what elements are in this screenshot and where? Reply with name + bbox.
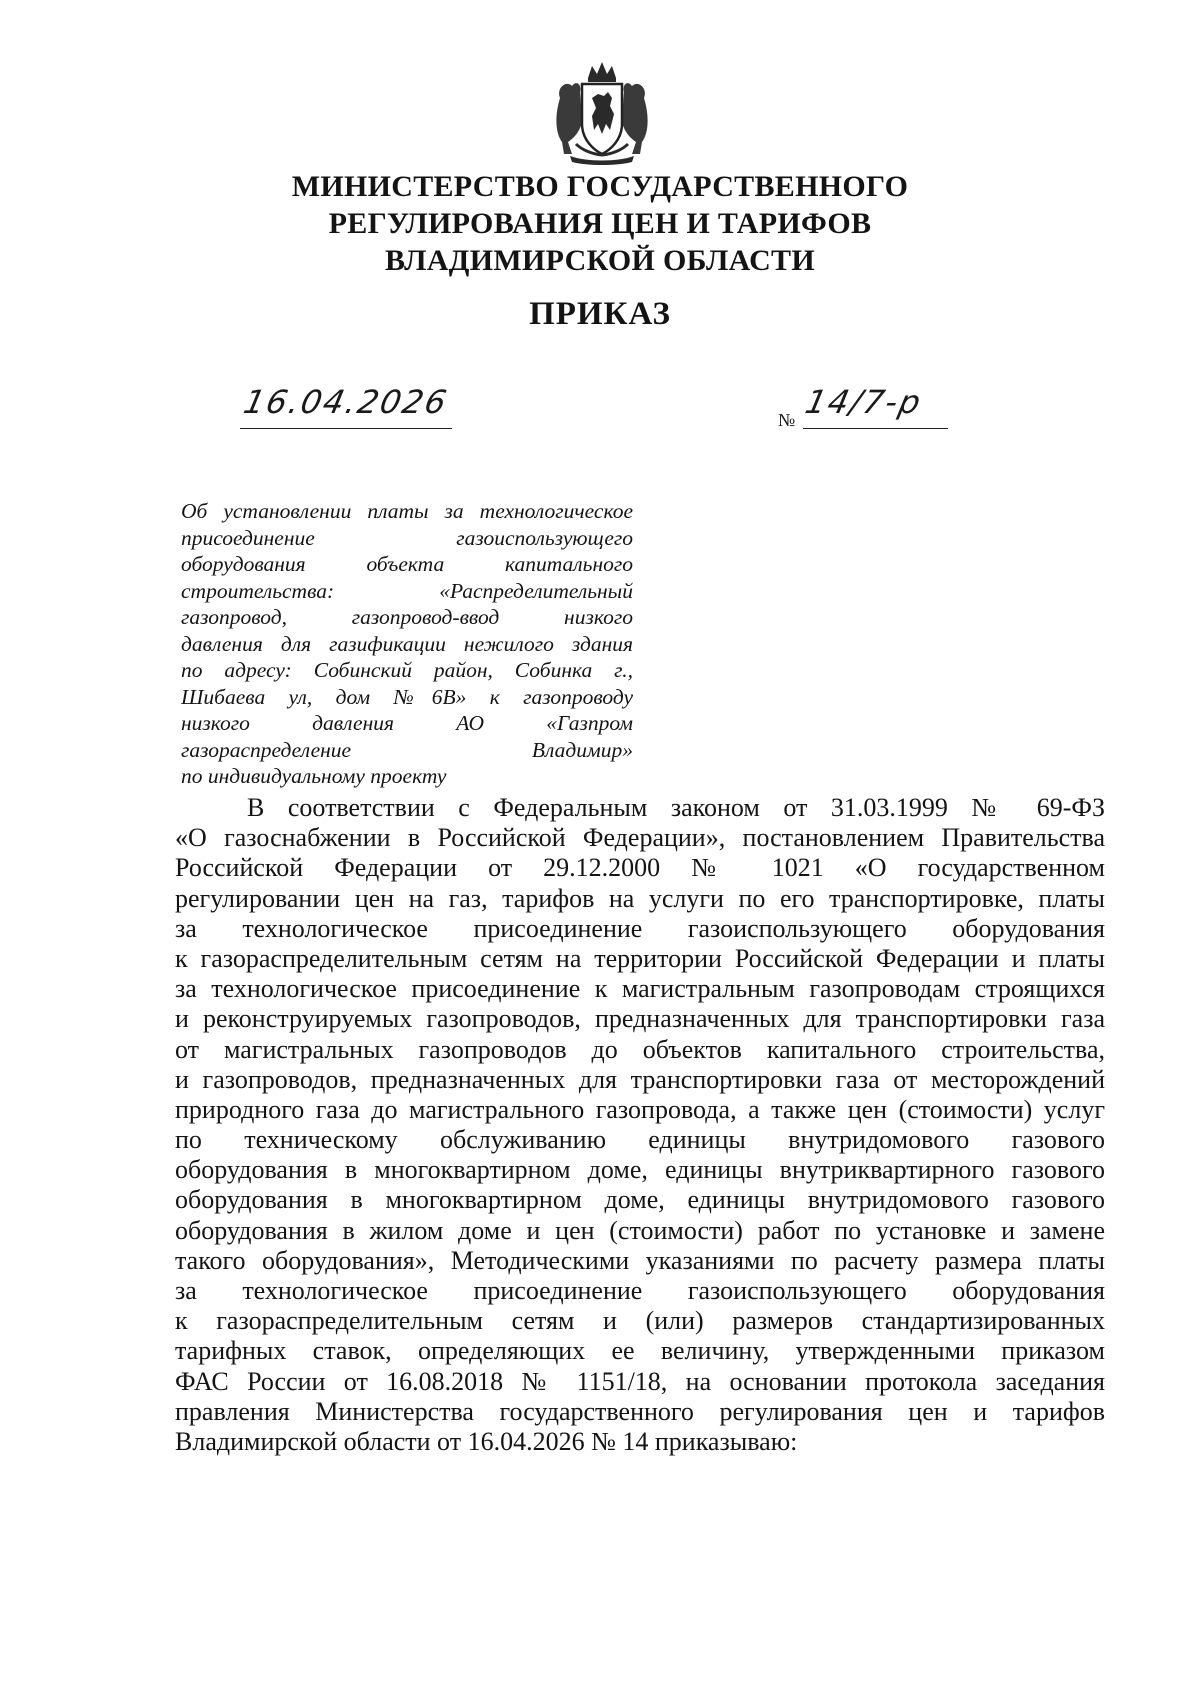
body-line: правления Министерства государственного регулирования цен и тарифов [175, 1396, 1105, 1426]
date-underline [240, 428, 452, 429]
ministry-name-line: РЕГУЛИРОВАНИЯ ЦЕН И ТАРИФОВ [328, 207, 872, 240]
body-line: за технологическое присоединение к магистральным газопроводам строящихся [175, 974, 1105, 1004]
body-line: и газопроводов, предназначенных для транспортировки газа от месторождений [175, 1064, 1105, 1094]
number-underline [803, 428, 948, 429]
body-line: ФАС России от 16.08.2018 № 1151/18, на основании протокола заседания [175, 1366, 1105, 1396]
body-line: регулировании цен на газ, тарифов на услуги по его транспортировке, платы [175, 883, 1105, 913]
body-line: оборудования в многоквартирном доме, единицы внутриквартирного газового [175, 1155, 1105, 1185]
ministry-name-line: ВЛАДИМИРСКОЙ ОБЛАСТИ [385, 244, 815, 277]
subject-line: низкого давления АО «Газпром [181, 711, 633, 735]
subject-line: газопровод, газопровод-ввод низкого [181, 605, 633, 629]
subject-line: Об установлении платы за технологическое [181, 499, 633, 523]
coat-of-arms-emblem [552, 58, 652, 166]
subject-line: по индивидуальному проекту [181, 764, 447, 788]
handwritten-order-number: 14/7-р [801, 383, 926, 421]
body-line: за технологическое присоединение газоиспользующего оборудования [175, 913, 1105, 943]
order-body-paragraph [175, 793, 1105, 1457]
body-line: Российской Федерации от 29.12.2000 № 1021 «О государственном [175, 853, 1105, 883]
ministry-name [250, 168, 950, 279]
subject-line: давления для газификации нежилого здания [181, 631, 633, 656]
body-line: по техническому обслуживанию единицы внутридомового газового [175, 1125, 1105, 1155]
order-subject [181, 498, 633, 790]
body-line: к газораспределительным сетям и (или) размеров стандартизированных [175, 1306, 1105, 1336]
body-line: от магистральных газопроводов до объектов капитального строительства, [175, 1034, 1105, 1064]
body-line: природного газа до магистрального газопровода, а также цен (стоимости) услуг [175, 1094, 1105, 1124]
body-line: «О газоснабжении в Российской Федерации», постановлением Правительства [175, 823, 1105, 853]
body-line: В соответствии с Федеральным законом от 31.03.1999 № 69-ФЗ [247, 793, 1105, 822]
subject-line: газораспределение Владимир» [181, 737, 633, 762]
ministry-name-line: МИНИСТЕРСТВО ГОСУДАРСТВЕННОГО [291, 170, 909, 203]
subject-line: строительства: «Распределительный [181, 578, 633, 603]
number-label: № [778, 410, 796, 430]
body-line: оборудования в многоквартирном доме, единицы внутридомового газового [175, 1185, 1105, 1215]
body-line: Владимирской области от 16.04.2026 № 14 приказываю: [175, 1426, 798, 1456]
subject-line: Шибаева ул, дом №6В» к газопроводу [181, 684, 633, 709]
body-line: за технологическое присоединение газоиспользующего оборудования [175, 1276, 1105, 1305]
subject-line: по адресу: Собинский район, Собинка г., [181, 658, 633, 682]
document-type-title: ПРИКАЗ [529, 296, 671, 332]
subject-line: присоединение газоиспользующего [181, 525, 633, 550]
body-line: тарифных ставок, определяющих ее величину, утвержденными приказом [175, 1336, 1105, 1366]
body-line: к газораспределительным сетям на территории Российской Федерации и платы [175, 943, 1105, 973]
body-line: такого оборудования», Методическими указаниями по расчету размера платы [175, 1245, 1105, 1275]
subject-line: оборудования объекта капитального [181, 552, 633, 576]
body-line: и реконструируемых газопроводов, предназначенных для транспортировки газа [175, 1004, 1105, 1034]
handwritten-date: 16.04.2026 [240, 383, 452, 421]
body-line: оборудования в жилом доме и цен (стоимости) работ по установке и замене [175, 1215, 1105, 1245]
